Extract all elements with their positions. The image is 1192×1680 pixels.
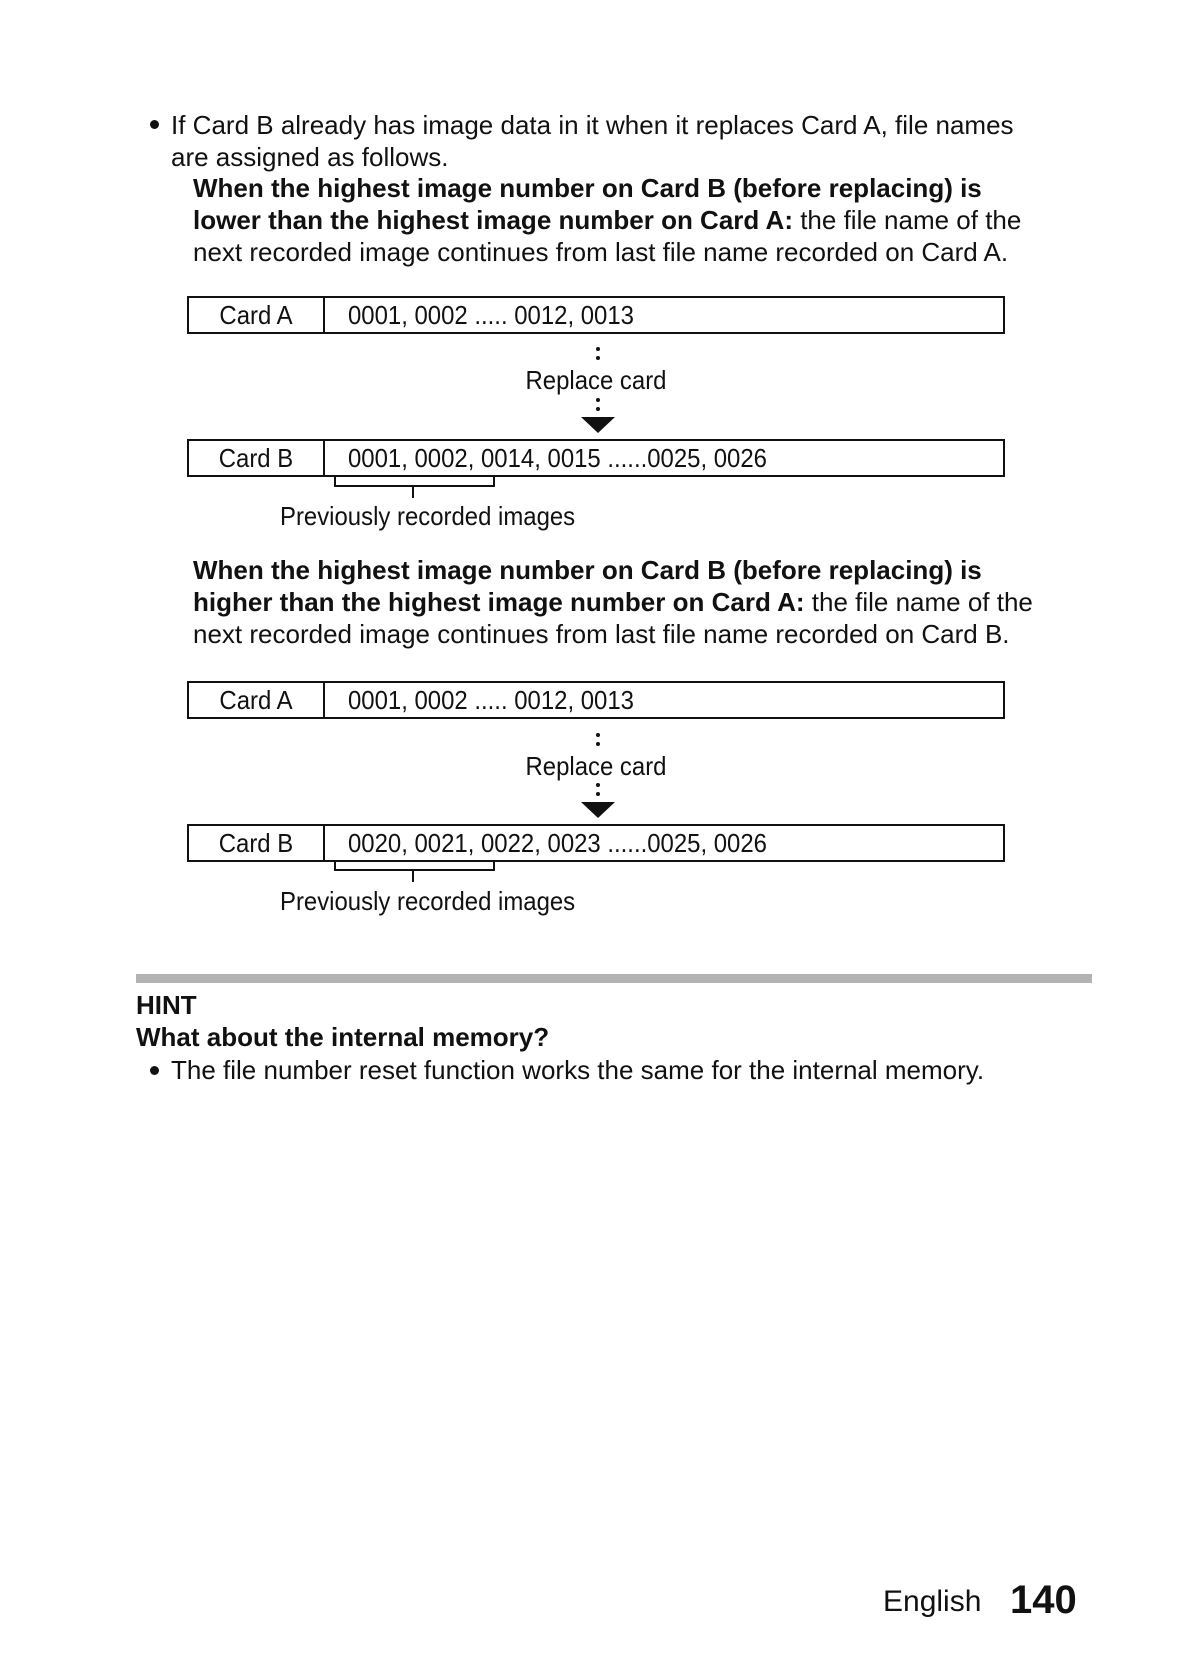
- bracket: [334, 477, 495, 487]
- bracket-stem: [412, 870, 414, 882]
- case1-line-3: next recorded image continues from last file name recorded on Card A.: [193, 237, 1009, 267]
- case1-heading: When the highest image number on Card B (before replacing) is: [193, 173, 982, 203]
- hint-divider: [136, 974, 1092, 983]
- card-b-row: [187, 824, 1005, 862]
- dots-icon: [596, 733, 600, 751]
- intro-line-2: are assigned as follows.: [171, 142, 449, 172]
- divider: [323, 441, 325, 475]
- dots-icon: [596, 347, 600, 365]
- card-b-row: [187, 439, 1005, 477]
- card-b-files: 0001, 0002, 0014, 0015 ......0025, 0026: [348, 443, 767, 473]
- previously-recorded-label: Previously recorded images: [280, 886, 576, 916]
- replace-card-label: Replace card: [525, 751, 667, 781]
- case1-line-2: [193, 204, 1021, 236]
- card-a-label: Card A: [219, 300, 293, 330]
- case1-text: the file name of the: [792, 205, 1022, 235]
- card-b-label: Card B: [218, 443, 294, 473]
- card-b-files: 0020, 0021, 0022, 0023 ......0025, 0026: [348, 828, 767, 858]
- hint-title: HINT: [136, 990, 197, 1020]
- footer-language: English: [883, 1585, 982, 1618]
- card-a-files: 0001, 0002 ..... 0012, 0013: [348, 685, 634, 715]
- case2-line-2: [193, 586, 1033, 618]
- divider: [323, 683, 325, 717]
- card-a-row: [187, 681, 1005, 719]
- replace-card-label: Replace card: [525, 365, 667, 395]
- case1-heading-cont: lower than the highest image number on Card A:: [193, 205, 793, 235]
- bullet-icon: [150, 1066, 159, 1075]
- arrow-down-icon: [581, 417, 615, 433]
- case2-text: the file name of the: [804, 587, 1033, 617]
- hint-question: What about the internal memory?: [136, 1022, 550, 1052]
- card-a-label: Card A: [219, 685, 293, 715]
- card-a-row: [187, 296, 1005, 334]
- divider: [323, 298, 325, 332]
- bracket-stem: [412, 486, 414, 498]
- page-number: 140: [1010, 1578, 1077, 1622]
- card-b-label: Card B: [218, 828, 294, 858]
- bracket: [334, 861, 495, 871]
- dots-icon: [596, 783, 600, 801]
- card-a-files: 0001, 0002 ..... 0012, 0013: [348, 300, 634, 330]
- divider: [323, 826, 325, 860]
- case2-heading-cont: higher than the highest image number on Card A:: [193, 587, 805, 617]
- previously-recorded-label: Previously recorded images: [280, 501, 576, 531]
- arrow-down-icon: [581, 802, 615, 818]
- intro-line-1: If Card B already has image data in it when it replaces Card A, file names: [171, 110, 1014, 140]
- dots-icon: [596, 398, 600, 416]
- hint-bullet-text: The file number reset function works the same for the internal memory.: [171, 1055, 985, 1085]
- bullet-icon: [150, 120, 159, 129]
- case2-line-3: next recorded image continues from last file name recorded on Card B.: [193, 619, 1010, 649]
- case2-heading: When the highest image number on Card B (before replacing) is: [193, 555, 982, 585]
